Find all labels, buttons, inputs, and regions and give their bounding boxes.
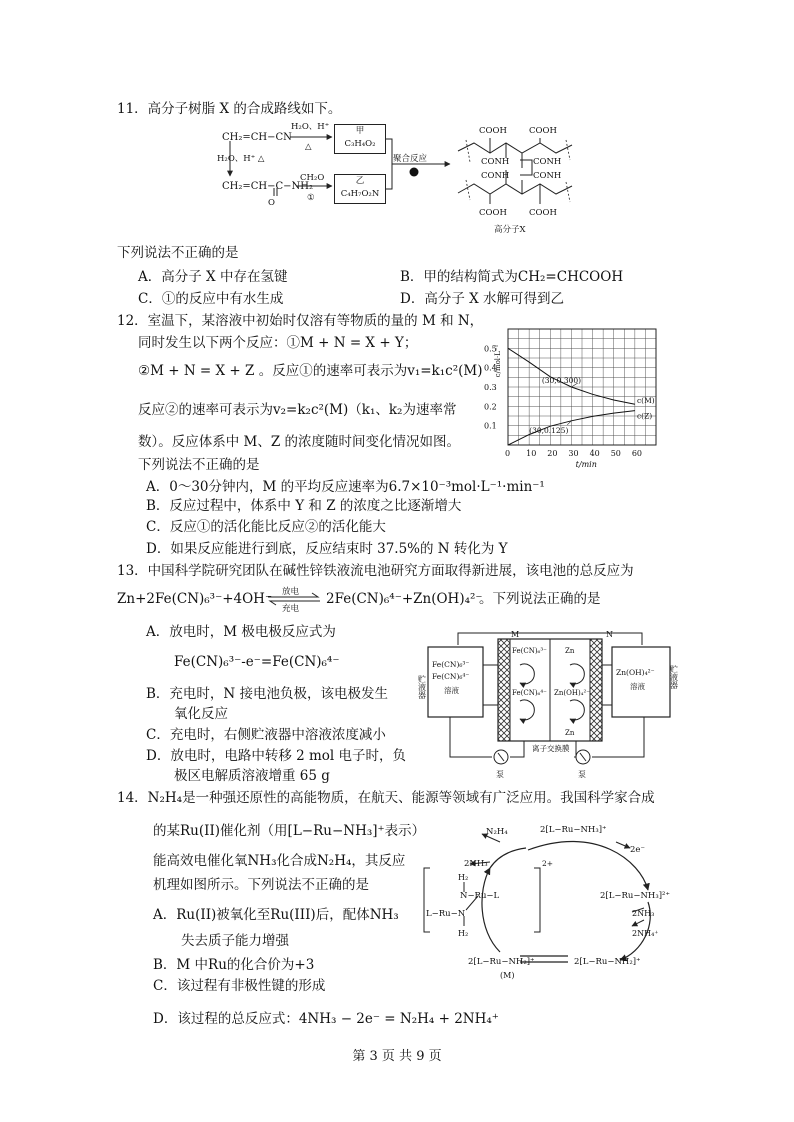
cycle-minus-nh3: 2NH₃ — [632, 909, 655, 918]
q11-poly-group-3: CONH — [481, 157, 510, 167]
x-tick-label: 60 — [631, 449, 643, 458]
q11-poly-group-4: CONH — [533, 157, 562, 167]
q14-catalytic-cycle — [420, 820, 690, 980]
left-complex-charge: 2+ — [542, 859, 554, 868]
y-tick-label: 0.4 — [484, 363, 497, 373]
cycle-plus-nh4: 2NH₄⁺ — [632, 929, 659, 938]
q11-dot-icon — [410, 168, 419, 177]
q13-option-a-1: A．放电时，M 极电极反应式为 — [146, 624, 336, 640]
q11-poly-group-1: COOH — [479, 126, 507, 136]
left-tank-label: 贮液器 — [417, 675, 427, 699]
x-tick-label: 0 — [505, 449, 511, 458]
cycle-electron: 2e⁻ — [630, 845, 645, 855]
x-tick-label: 10 — [526, 449, 537, 458]
q11-cond2-bottom: ① — [307, 193, 315, 203]
cell-right-2: Zn(OH)₄²⁻ — [554, 689, 590, 697]
cell-left-1: Fe(CN)₆³⁻ — [512, 647, 547, 655]
q11-prompt: 下列说法不正确的是 — [117, 245, 239, 261]
q11-poly-group-5: CONH — [481, 171, 510, 181]
q11-polymer-lower-chain — [458, 184, 572, 194]
q11-poly-group-2: COOH — [529, 126, 557, 136]
cell-right-3: Zn — [565, 729, 575, 737]
q11-cond1-top: H₂O、H⁺ — [291, 122, 330, 132]
q12-option-a: A．0～30分钟内，M 的平均反应速率为6.7×10⁻³mol·L⁻¹·min⁻¹ — [146, 479, 545, 495]
x-tick-label: 30 — [568, 449, 579, 458]
q11-carbonyl-o: O — [268, 198, 275, 208]
cycle-m-label: (M) — [500, 971, 515, 980]
q14-line-4: 机理如图所示。下列说法不正确的是 — [153, 877, 369, 893]
q12-line-4: 反应②的速率可表示为v₂=k₂c²(M)（k₁、k₂为速率常 — [138, 402, 457, 418]
q14-option-a-1: A．Ru(II)被氧化至Ru(III)后，配体NH₃ — [153, 907, 399, 923]
q14-option-d: D．该过程的总反应式：4NH₃ − 2e⁻ = N₂H₄ + 2NH₄⁺ — [153, 1011, 499, 1027]
annotation-z-30: (30,0.125) — [529, 425, 569, 435]
x-tick-label: 20 — [547, 449, 558, 458]
q13-battery-diagram — [417, 625, 680, 785]
cycle-2nh3-in: 2NH₃ — [464, 859, 488, 869]
y-axis-label: c/mol·L⁻¹ — [494, 344, 502, 378]
q12-prompt: 下列说法不正确的是 — [138, 457, 260, 473]
q11-poly-group-6: CONH — [533, 171, 562, 181]
left-complex-bottom-h: H₂ — [458, 929, 469, 938]
membrane-label: 离子交换膜 — [532, 744, 570, 753]
cycle-bottom-right: 2[L−Ru−NH₂]⁺ — [574, 957, 641, 967]
cycle-bottom-left: 2[L−Ru−NH₂]⁺ — [468, 957, 535, 967]
q13-option-a-2: Fe(CN)₆³⁻-e⁻=Fe(CN)₆⁴⁻ — [174, 654, 340, 670]
left-solution-3: 溶液 — [444, 686, 459, 695]
right-tank-label: 贮液器 — [669, 665, 679, 689]
pump-right-label: 泵 — [578, 770, 586, 779]
left-complex-mid: N−Ru−L — [460, 891, 500, 901]
q13-option-c: C．充电时，右侧贮液器中溶液浓度减小 — [146, 727, 386, 743]
electrode-n — [590, 639, 602, 741]
annotation-m-30: (30,0.300) — [541, 376, 582, 385]
q13-line-1: 13．中国科学院研究团队在碱性锌铁液流电池研究方面取得新进展，该电池的总反应为 — [117, 563, 634, 579]
electrode-m — [498, 639, 510, 741]
q13-equation-right: 2Fe(CN)₆⁴⁻+Zn(OH)₄²⁻ — [326, 591, 483, 607]
q11-box-b-name: 乙 — [355, 176, 365, 186]
q12-concentration-chart — [480, 315, 680, 475]
y-tick-label: 0.2 — [484, 402, 497, 412]
pump-left-label: 泵 — [496, 770, 504, 779]
q14-line-2: 的某Ru(II)催化剂（用[L−Ru−NH₃]⁺表示） — [153, 823, 426, 839]
q12-option-c: C．反应①的活化能比反应②的活化能大 — [146, 519, 386, 535]
legend-cm: c(M) — [636, 396, 655, 406]
y-tick-label: 0.3 — [484, 383, 497, 392]
q13-equation-discharge: 放电 — [282, 587, 300, 597]
q13-option-d-2: 极区电解质溶液增重 65 g — [174, 768, 330, 784]
x-tick-label: 50 — [610, 449, 621, 458]
q14-line-3: 能高效电催化氧NH₃化合成N₂H₄，其反应 — [153, 853, 406, 869]
legend-cz: c(Z) — [636, 411, 653, 421]
label-m: M — [511, 630, 520, 639]
q13-option-d-1: D．放电时，电路中转移 2 mol 电子时，负 — [146, 748, 407, 764]
cell-left-2: Fe(CN)₆⁴⁻ — [512, 689, 547, 697]
q12-option-b: B．反应过程中，体系中 Y 和 Z 的浓度之比逐渐增大 — [146, 498, 462, 514]
q13-equation-charge: 充电 — [282, 604, 300, 614]
cycle-top: 2[L−Ru−NH₃]⁺ — [540, 825, 607, 835]
q13-option-b-2: 氧化反应 — [174, 706, 228, 722]
q14-option-a-2: 失去质子能力增强 — [181, 933, 289, 949]
left-solution-2: Fe(CN)₆⁴⁻ — [432, 672, 470, 681]
cycle-n2h4: N₂H₄ — [486, 827, 508, 837]
q11-poly-group-8: COOH — [529, 208, 557, 218]
q13-equilibrium-arrow — [266, 592, 322, 606]
q11-cond2-top: CH₂O — [300, 173, 325, 183]
q11-cond-vertical: H₂O、H⁺ △ — [217, 154, 265, 164]
q11-option-d: D．高分子 X 水解可得到乙 — [400, 291, 565, 307]
q12-line-1: 12．室温下，某溶液中初始时仅溶有等物质的量的 M 和 N， — [117, 313, 484, 329]
q11-box-a-name: 甲 — [355, 126, 365, 136]
cell-right-1: Zn — [565, 647, 575, 655]
q13-equation-left: Zn+2Fe(CN)₆³⁻+4OH⁻ — [117, 591, 273, 607]
q14-option-c: C．该过程有非极性键的形成 — [153, 978, 326, 994]
x-axis-label: t/min — [575, 460, 597, 469]
label-n: N — [606, 630, 613, 639]
right-solution-1: Zn(OH)₄²⁻ — [616, 668, 655, 677]
q14-option-b: B．M 中Ru的化合价为+3 — [153, 957, 315, 973]
q11-option-a: A．高分子 X 中存在氢键 — [138, 269, 288, 285]
page-footer: 第 3 页 共 9 页 — [352, 1049, 442, 1064]
q11-scheme-lines — [0, 0, 794, 240]
chart-labels — [484, 344, 655, 469]
q11-poly-label: 聚合反应 — [393, 154, 428, 164]
x-tick-label: 40 — [589, 449, 600, 458]
q11-box-a-formula: C₃H₄O₂ — [344, 139, 376, 149]
q11-cond1-bottom: △ — [305, 142, 312, 152]
q11-polymer-upper-chain — [458, 143, 572, 153]
q11-reactant-acrylonitrile: CH₂=CH−CN — [222, 132, 292, 143]
q12-line-2: 同时发生以下两个反应：①M + N = X + Y； — [138, 335, 418, 351]
q11-option-b: B．甲的结构简式为CH₂=CHCOOH — [400, 269, 624, 285]
left-tank — [428, 647, 483, 717]
q11-option-c: C．①的反应中有水生成 — [138, 291, 284, 307]
q14-line-1: 14．N₂H₄是一种强还原性的高能物质，在航天、能源等领域有广泛应用。我国科学家合成 — [117, 790, 655, 806]
y-tick-label: 0.5 — [484, 344, 497, 354]
q12-option-d: D．如果反应能进行到底，反应结束时 37.5%的 N 转化为 Y — [146, 541, 508, 557]
y-tick-label: 0.1 — [484, 421, 497, 431]
left-complex-left: L−Ru−N — [426, 909, 466, 919]
q13-option-b-1: B．充电时，N 接电池负极，该电极发生 — [146, 686, 389, 702]
left-complex-top-h: H₂ — [458, 873, 469, 882]
left-solution-1: Fe(CN)₆³⁻ — [432, 660, 470, 669]
q13-equation-tail: 。下列说法正确的是 — [479, 591, 601, 607]
q11-poly-group-7: COOH — [479, 208, 507, 218]
q11-reactant-acrylamide: CH₂=CH−C−NH₂ — [222, 181, 314, 192]
q12-line-5: 数）。反应体系中 M、Z 的浓度随时间变化情况如图。 — [138, 434, 461, 450]
q11-stem: 11．高分子树脂 X 的合成路线如下。 — [117, 101, 342, 117]
cycle-right: 2[L−Ru−NH₃]²⁺ — [600, 891, 670, 901]
right-solution-2: 溶液 — [630, 682, 645, 691]
q12-line-3: ②M + N = X + Z 。反应①的速率可表示为v₁=k₁c²(M) — [138, 363, 483, 379]
q11-polymer-caption: 高分子X — [494, 225, 526, 235]
q11-box-b-formula: C₄H₇O₂N — [340, 189, 380, 199]
